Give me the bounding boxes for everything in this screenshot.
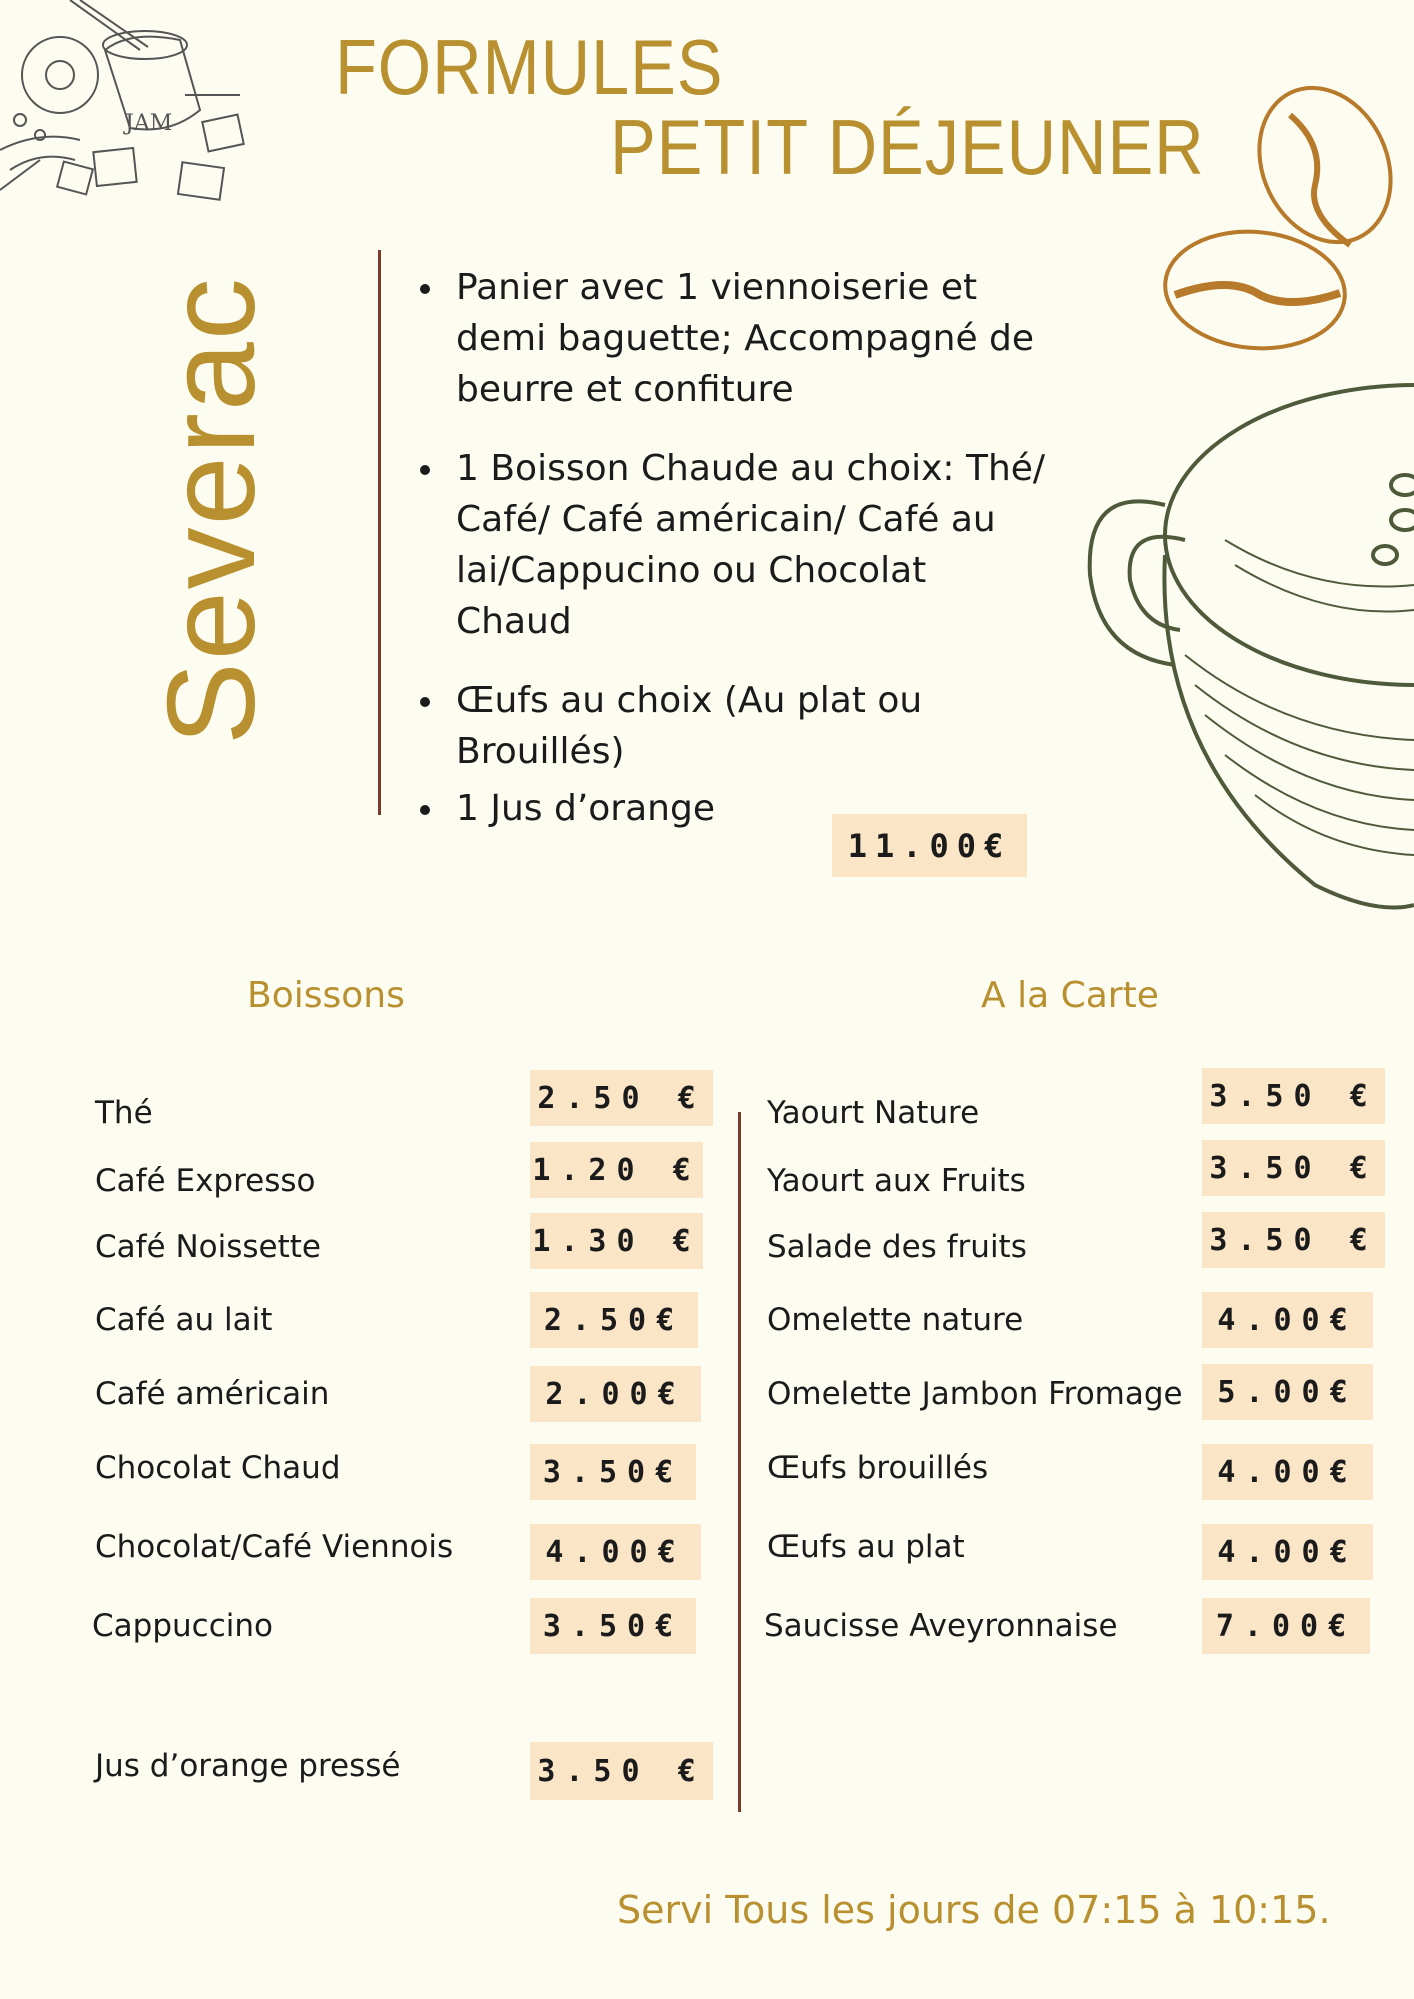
- formula-list: [412, 262, 1052, 834]
- menu-item-price: 7.00€: [1202, 1598, 1370, 1654]
- menu-item-label: Café au lait: [95, 1302, 273, 1338]
- formula-item: 1 Jus d’orange: [412, 783, 1052, 834]
- menu-item-label: Thé: [95, 1095, 153, 1131]
- menu-item-price: 3.50 €: [530, 1742, 713, 1800]
- divider-vertical: [738, 1112, 741, 1812]
- menu-item-price: 4.00€: [1202, 1292, 1373, 1348]
- formula-item: Panier avec 1 viennoiserie et demi baguette; Accompagné de beurre et confiture: [412, 262, 1052, 415]
- menu-item-label: Omelette nature: [767, 1302, 1024, 1338]
- formula-item: 1 Boisson Chaude au choix: Thé/ Café/ Café américain/ Café au lai/Cappucino ou Chocolat Chaud: [412, 443, 1052, 647]
- menu-item-label: Cappuccino: [92, 1608, 273, 1644]
- menu-item-label: Œufs brouillés: [767, 1450, 989, 1486]
- location-title: Severac: [143, 276, 281, 745]
- menu-item-label: Chocolat Chaud: [95, 1450, 341, 1486]
- menu-item-price: 4.00€: [530, 1524, 701, 1580]
- menu-item-label: Café Expresso: [95, 1163, 316, 1199]
- svg-text:JAM: JAM: [125, 111, 173, 136]
- section-title-boissons: Boissons: [247, 975, 405, 1016]
- formula-price: 11.00€: [832, 814, 1027, 877]
- menu-item-label: Omelette Jambon Fromage: [767, 1376, 1183, 1412]
- menu-item-price: 1.20 €: [530, 1142, 703, 1198]
- menu-item-label: Yaourt Nature: [767, 1095, 980, 1131]
- divider-vertical: [378, 250, 381, 815]
- menu-item-label: Chocolat/Café Viennois: [95, 1529, 454, 1565]
- menu-item-label: Café américain: [95, 1376, 330, 1412]
- menu-item-price: 3.50 €: [1202, 1068, 1385, 1124]
- menu-item-price: 3.50 €: [1202, 1140, 1385, 1196]
- menu-item-price: 3.50€: [530, 1598, 696, 1654]
- menu-item-label: Café Noissette: [95, 1229, 322, 1265]
- menu-item-price: 2.00€: [530, 1366, 701, 1422]
- menu-item-price: 5.00€: [1202, 1364, 1373, 1420]
- menu-item-price: 4.00€: [1202, 1444, 1373, 1500]
- menu-item-label: Œufs au plat: [767, 1529, 965, 1565]
- menu-item-price: 2.50€: [530, 1292, 698, 1348]
- menu-item-price: 2.50 €: [530, 1070, 713, 1126]
- formula-item: Œufs au choix (Au plat ou Brouillés): [412, 675, 1052, 777]
- title-petit-dejeuner: PETIT DÉJEUNER: [610, 103, 1205, 191]
- menu-item-price: 3.50€: [530, 1444, 696, 1500]
- menu-item-label: Jus d’orange pressé: [95, 1748, 401, 1784]
- title-formules: FORMULES: [335, 23, 724, 111]
- service-hours: Servi Tous les jours de 07:15 à 10:15.: [617, 1888, 1331, 1932]
- menu-item-label: Salade des fruits: [767, 1229, 1027, 1265]
- menu-item-price: 1.30 €: [530, 1213, 703, 1269]
- coffee-cup-sketch-icon: [1085, 355, 1414, 915]
- section-title-carte: A la Carte: [981, 975, 1159, 1016]
- menu-item-label: Saucisse Aveyronnaise: [764, 1608, 1118, 1644]
- menu-item-label: Yaourt aux Fruits: [767, 1163, 1026, 1199]
- breakfast-sketch-icon: [0, 0, 250, 220]
- menu-item-price: 4.00€: [1202, 1524, 1373, 1580]
- menu-item-price: 3.50 €: [1202, 1212, 1385, 1268]
